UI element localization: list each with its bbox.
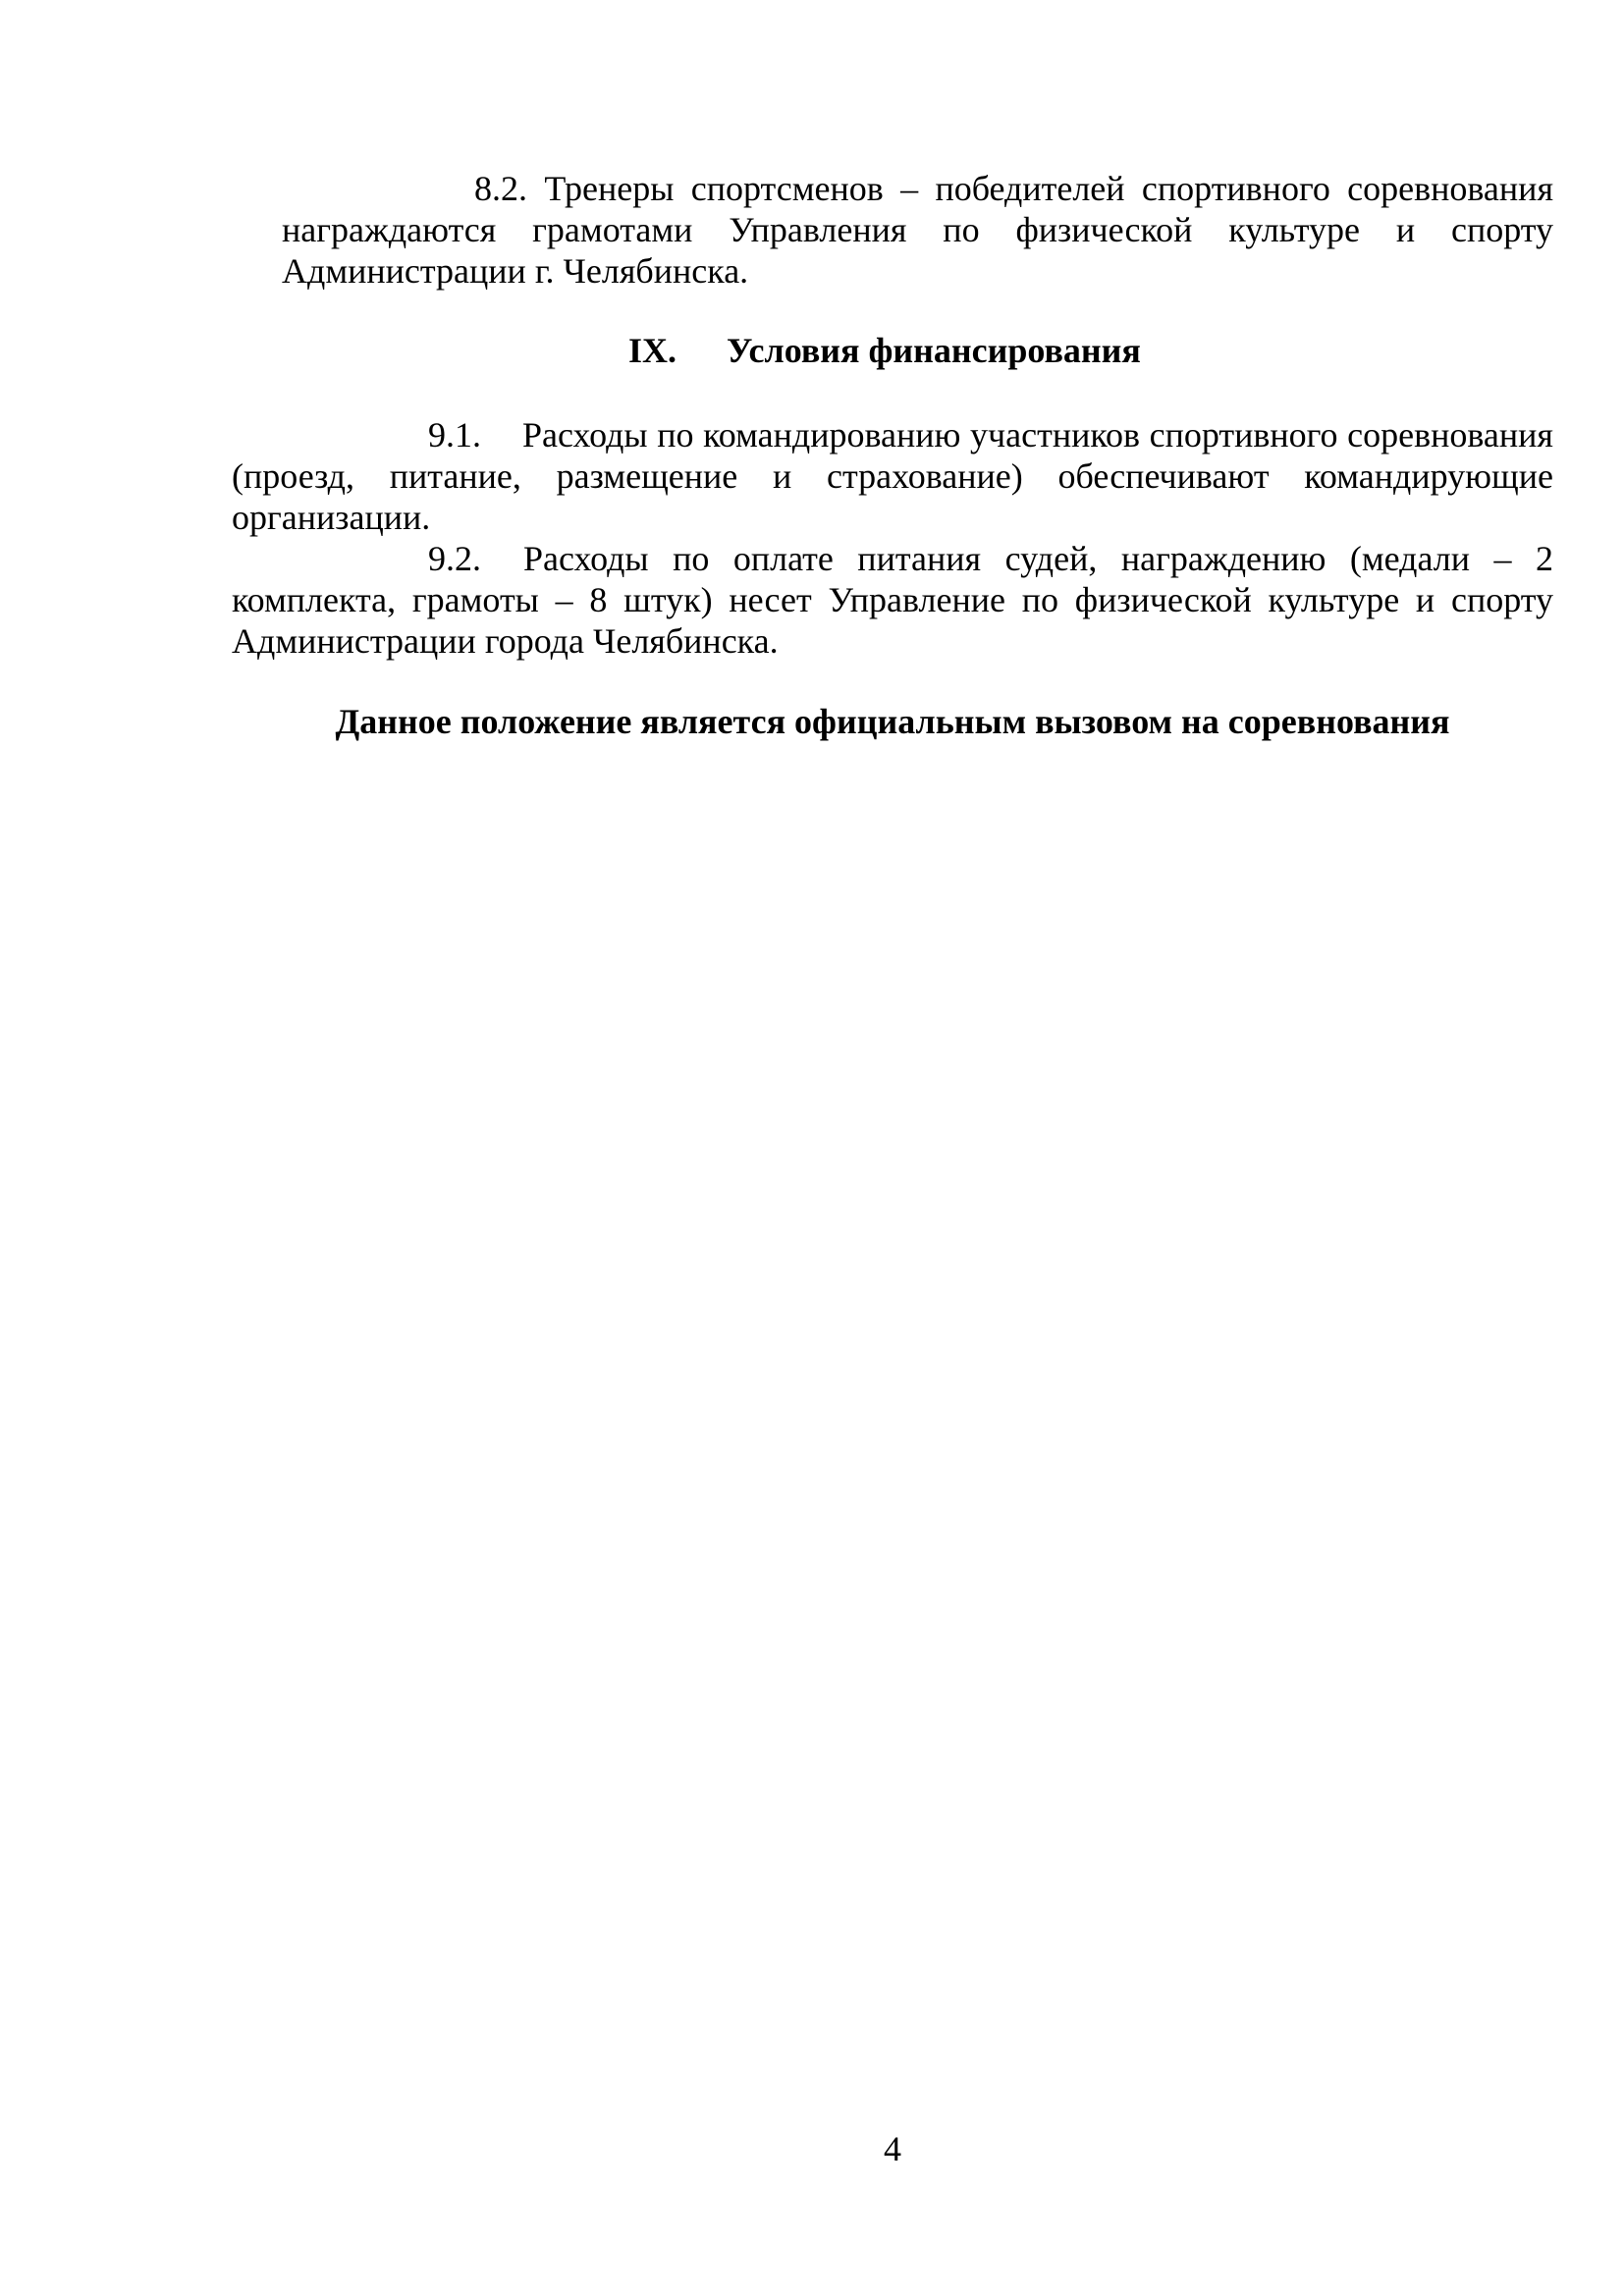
page-number: 4 [884, 2129, 901, 2168]
paragraph-8-2 [282, 168, 1553, 292]
paragraph-9-2 [232, 538, 1553, 662]
section-9-roman-numeral: IX. [628, 331, 677, 370]
paragraph-9-2-number: 9.2. [428, 539, 481, 578]
paragraph-9-1-number: 9.1. [428, 415, 481, 454]
paragraph-9-2-text: Расходы по оплате питания судей, награждению (медали – 2 комплекта, грамоты – 8 штук) несет Управление по физической культуре и спорту Администрации города Челябинска. [232, 539, 1553, 661]
paragraph-8-2-number: 8.2. [474, 169, 527, 208]
official-call-notice: Данное положение является официальным вызовом на соревнования [335, 702, 1450, 741]
section-9-heading [628, 330, 1141, 371]
paragraph-9-1-text: Расходы по командированию участников спортивного соревнования (проезд, питание, размещение и страхование) обеспечивают командирующие организации. [232, 415, 1553, 537]
paragraph-9-1 [232, 414, 1553, 538]
section-9-title: Условия финансирования [727, 331, 1141, 370]
paragraph-8-2-text: Тренеры спортсменов – победителей спортивного соревнования награждаются грамотами Управления по физической культуре и спорту Администрации г. Челябинска. [282, 169, 1553, 291]
